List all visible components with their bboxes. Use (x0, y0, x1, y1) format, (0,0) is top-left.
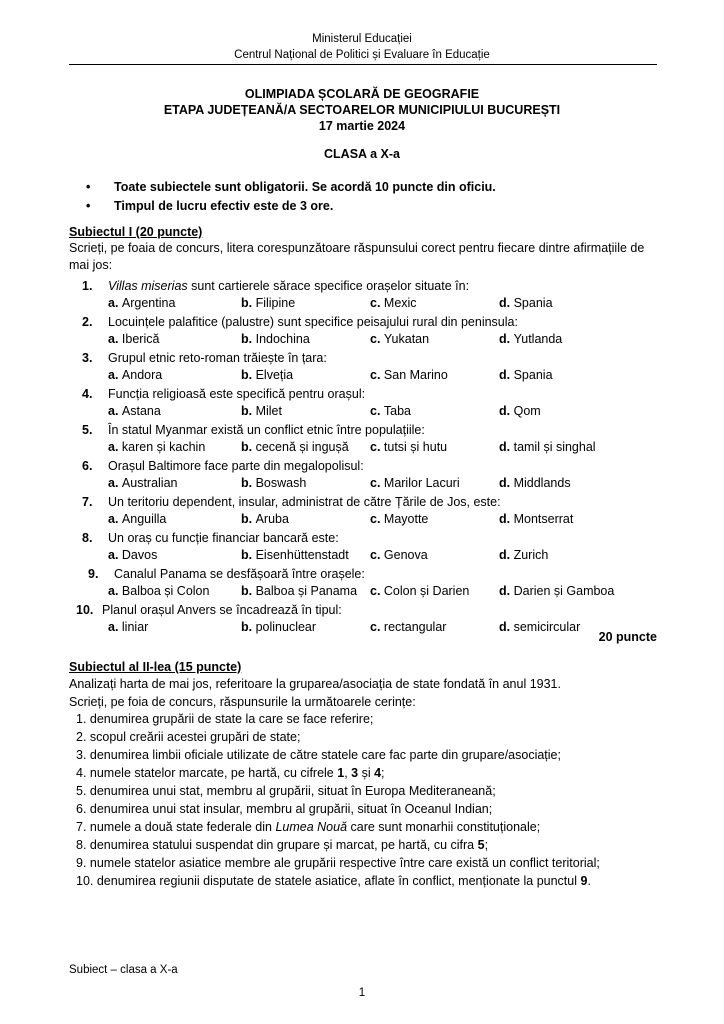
question-7 (82, 495, 501, 509)
question-3 (82, 351, 327, 365)
requirement-text: ; (484, 838, 489, 852)
option-text: Marilor Lacuri (383, 476, 460, 490)
answer-option (370, 404, 411, 418)
option-text: polinuclear (255, 620, 317, 634)
option-letter: c. (370, 548, 384, 562)
answer-option (499, 476, 571, 490)
question-text: Canalul Panama se desfășoară între orașele: (114, 567, 365, 581)
general-rules (86, 178, 496, 216)
option-text: Anguilla (121, 512, 167, 526)
answer-option (108, 584, 209, 598)
ministry-name: Ministerul Educației (312, 33, 412, 45)
option-text: tamil și singhal (513, 440, 596, 454)
option-letter: b. (241, 296, 256, 310)
answer-option (370, 332, 429, 346)
question-8 (82, 531, 339, 545)
answer-option (108, 512, 166, 526)
document-header (0, 31, 724, 63)
option-text: Qom (513, 404, 541, 418)
answer-option (499, 512, 573, 526)
option-letter: c. (370, 476, 384, 490)
option-text: cecenă și ingușă (255, 440, 349, 454)
answer-option (370, 476, 460, 490)
requirement-text: 4 (374, 766, 382, 780)
requirement-text: . (587, 874, 591, 888)
exam-title-block (0, 86, 724, 134)
option-text: Aruba (255, 512, 289, 526)
subject-2-intro-2: Scrieți, pe foia de concurs, răspunsurile la următoarele cerințe: (69, 695, 416, 709)
answer-option (241, 332, 310, 346)
requirement-text: 2. scopul creării acestei grupări de state; (76, 730, 301, 744)
requirement-text: 9. numele statelor asiatice membre ale grupării respective între care există un conflict teritorial; (76, 856, 600, 870)
requirement-text: 5 (477, 838, 485, 852)
option-text: Indochina (255, 332, 310, 346)
answer-option (370, 584, 469, 598)
option-letter: a. (108, 584, 122, 598)
option-letter: d. (499, 368, 514, 382)
question-number: 1. (82, 279, 93, 293)
requirement-text: 5. denumirea unui stat, membru al grupării, situat în Europa Mediteraneană; (76, 784, 496, 798)
option-letter: b. (241, 476, 256, 490)
option-letter: d. (499, 332, 514, 346)
option-letter: a. (108, 332, 122, 346)
question-number: 3. (82, 351, 93, 365)
option-text: Genova (383, 548, 428, 562)
requirement-text: Lumea Nouă (275, 820, 348, 834)
option-text: Milet (255, 404, 282, 418)
option-letter: c. (370, 404, 384, 418)
option-letter: a. (108, 620, 122, 634)
question-2 (82, 315, 518, 329)
option-text: Middlands (513, 476, 571, 490)
option-text: Mexic (383, 296, 417, 310)
option-text: Zurich (513, 548, 549, 562)
option-text: Balboa și Panama (255, 584, 358, 598)
answer-option (499, 404, 541, 418)
page-number: 1 (358, 987, 366, 999)
subject-2-heading: Subiectul al II-lea (15 puncte) (69, 660, 242, 674)
option-letter: b. (241, 404, 256, 418)
answer-option (241, 512, 289, 526)
answer-option (370, 296, 417, 310)
answer-option (241, 584, 357, 598)
question-text: sunt cartierele sărace specifice orașelor situate în: (187, 279, 470, 293)
question-text: Grupul etnic reto-roman trăiește în țara: (108, 351, 327, 365)
requirement-text: 3 (351, 766, 359, 780)
option-letter: b. (241, 620, 256, 634)
question-text: Un oraș cu funcție financiar bancară este: (108, 531, 339, 545)
option-text: Colon și Darien (383, 584, 470, 598)
center-name: Centrul Național de Politici și Evaluare în Educație (234, 49, 490, 61)
answer-option (108, 332, 159, 346)
rule-text: Toate subiectele sunt obligatorii. Se acordă 10 puncte din oficiu. (114, 180, 496, 194)
option-text: Mayotte (383, 512, 429, 526)
answer-option (108, 296, 175, 310)
subject-2-intro-1: Analizați harta de mai jos, referitoare la gruparea/asociația de state fondată în anul 1931. (69, 677, 561, 691)
question-number: 7. (82, 495, 93, 509)
answer-option (499, 548, 548, 562)
option-letter: a. (108, 296, 122, 310)
option-letter: c. (370, 296, 384, 310)
requirement-text: 6. denumirea unui stat insular, membru al grupării, situat în Oceanul Indian; (76, 802, 493, 816)
subject-1-heading: Subiectul I (20 puncte) (69, 225, 203, 239)
requirement-text: 4. numele statelor marcate, pe hartă, cu cifrele (76, 766, 338, 780)
option-letter: c. (370, 368, 384, 382)
requirement-text: 8. denumirea statului suspendat din grupare și marcat, pe hartă, cu cifra (76, 838, 478, 852)
bullet-icon: • (86, 199, 91, 213)
rule-text: Timpul de lucru efectiv este de 3 ore. (114, 199, 334, 213)
option-text: Elveția (255, 368, 294, 382)
option-text: Australian (121, 476, 178, 490)
option-text: Darien și Gamboa (513, 584, 615, 598)
option-letter: b. (241, 584, 256, 598)
option-text: Spania (513, 296, 553, 310)
option-letter: c. (370, 512, 384, 526)
answer-option (499, 368, 553, 382)
option-text: San Marino (383, 368, 448, 382)
option-letter: d. (499, 548, 514, 562)
question-italic-term: Villas miserias (108, 279, 188, 293)
requirement-9 (76, 856, 600, 870)
answer-option (370, 620, 446, 634)
option-text: tutsi și hutu (383, 440, 448, 454)
answer-option (499, 296, 553, 310)
answer-option (241, 368, 293, 382)
answer-option (108, 620, 148, 634)
class-title: CLASA a X-a (324, 147, 400, 161)
requirement-text: 9 (580, 874, 588, 888)
question-number: 9. (88, 567, 99, 581)
option-letter: a. (108, 512, 122, 526)
title-line-2: ETAPA JUDEȚEANĂ/A SECTOARELOR MUNICIPIULUI BUCUREȘTI (163, 103, 561, 117)
option-text: Yutlanda (513, 332, 563, 346)
subject-1-points: 20 puncte (598, 630, 657, 644)
answer-option (108, 548, 157, 562)
option-text: Iberică (121, 332, 160, 346)
question-9 (88, 567, 365, 581)
bullet-icon: • (86, 180, 91, 194)
option-text: Spania (513, 368, 553, 382)
question-6 (82, 459, 364, 473)
option-letter: a. (108, 404, 122, 418)
requirement-8 (76, 838, 488, 852)
option-text: Balboa și Colon (121, 584, 210, 598)
option-text: karen și kachin (121, 440, 206, 454)
option-text: semicircular (513, 620, 581, 634)
answer-option (108, 368, 162, 382)
option-letter: c. (370, 332, 384, 346)
requirement-text: , (344, 766, 352, 780)
option-letter: a. (108, 440, 122, 454)
answer-option (241, 296, 295, 310)
option-letter: a. (108, 476, 122, 490)
answer-option (108, 476, 178, 490)
requirement-7 (76, 820, 540, 834)
requirement-1 (76, 712, 373, 726)
question-5 (82, 423, 425, 437)
requirement-text: 10. denumirea regiunii disputate de statele asiatice, aflate în conflict, menționate la punctul (76, 874, 581, 888)
question-text: Orașul Baltimore face parte din megalopolisul: (108, 459, 364, 473)
footer-subject-label: Subiect – clasa a X-a (69, 964, 178, 976)
requirement-text: 7. numele a două state federale din (76, 820, 276, 834)
option-text: liniar (121, 620, 149, 634)
answer-option (241, 476, 306, 490)
requirement-4 (76, 766, 385, 780)
option-letter: d. (499, 584, 514, 598)
requirement-10 (76, 874, 591, 888)
answer-option (370, 440, 447, 454)
header-divider (69, 64, 657, 65)
answer-option (499, 440, 596, 454)
requirement-2 (76, 730, 300, 744)
option-letter: d. (499, 296, 514, 310)
exam-date: 17 martie 2024 (318, 119, 406, 133)
option-letter: b. (241, 368, 256, 382)
option-text: Yukatan (383, 332, 430, 346)
question-number: 6. (82, 459, 93, 473)
question-number: 10. (76, 603, 94, 617)
answer-option (108, 404, 161, 418)
option-letter: d. (499, 404, 514, 418)
option-text: Taba (383, 404, 412, 418)
option-letter: c. (370, 440, 384, 454)
requirement-text: 1 (337, 766, 345, 780)
option-letter: d. (499, 440, 514, 454)
option-letter: a. (108, 548, 122, 562)
answer-option (499, 584, 614, 598)
option-text: Davos (121, 548, 158, 562)
option-text: Boswash (255, 476, 307, 490)
option-text: Eisenhüttenstadt (255, 548, 349, 562)
option-text: Filipine (255, 296, 296, 310)
requirement-text: ; (381, 766, 385, 780)
option-letter: d. (499, 620, 514, 634)
requirement-text: 1. denumirea grupării de state la care se face referire; (76, 712, 374, 726)
title-line-1: OLIMPIADA ȘCOLARĂ DE GEOGRAFIE (244, 87, 480, 101)
answer-option (370, 548, 428, 562)
option-text: Montserrat (513, 512, 574, 526)
question-number: 4. (82, 387, 93, 401)
requirement-text: care sunt monarhii constituționale; (347, 820, 541, 834)
option-letter: c. (370, 620, 384, 634)
question-number: 5. (82, 423, 93, 437)
answer-option (499, 332, 562, 346)
option-letter: b. (241, 440, 256, 454)
requirement-3 (76, 748, 561, 762)
rule-item (86, 197, 496, 216)
answer-option (241, 440, 349, 454)
option-letter: c. (370, 584, 384, 598)
subject-1-instruction: Scrieți, pe foaia de concurs, litera corespunzătoare răspunsului corect pentru fiecare dintre afirmațiile de mai jos: (69, 241, 645, 272)
option-letter: b. (241, 548, 256, 562)
question-text: Locuințele palafitice (palustre) sunt specifice peisajului rural din peninsula: (108, 315, 518, 329)
option-letter: b. (241, 332, 256, 346)
answer-option (370, 368, 448, 382)
requirement-text: 3. denumirea limbii oficiale utilizate de către statele care fac parte din grupare/asociație; (76, 748, 561, 762)
rule-item (86, 178, 496, 197)
question-4 (82, 387, 365, 401)
answer-option (108, 440, 205, 454)
question-10 (76, 603, 342, 617)
question-text: Planul orașul Anvers se încadrează în tipul: (102, 603, 342, 617)
question-number: 8. (82, 531, 93, 545)
question-1 (82, 279, 469, 293)
question-text: Un teritoriu dependent, insular, administrat de către Țările de Jos, este: (108, 495, 501, 509)
answer-option (499, 620, 580, 634)
question-number: 2. (82, 315, 93, 329)
option-text: Argentina (121, 296, 176, 310)
answer-option (241, 620, 316, 634)
answer-option (241, 548, 349, 562)
requirement-5 (76, 784, 496, 798)
requirement-text: și (358, 766, 375, 780)
option-text: rectangular (383, 620, 447, 634)
option-text: Astana (121, 404, 161, 418)
question-text: În statul Myanmar există un conflict etnic între populațiile: (108, 423, 425, 437)
option-letter: b. (241, 512, 256, 526)
option-letter: d. (499, 476, 514, 490)
option-letter: a. (108, 368, 122, 382)
answer-option (370, 512, 428, 526)
question-text: Funcția religioasă este specifică pentru orașul: (108, 387, 366, 401)
option-letter: d. (499, 512, 514, 526)
option-text: Andora (121, 368, 163, 382)
answer-option (241, 404, 282, 418)
requirement-6 (76, 802, 492, 816)
